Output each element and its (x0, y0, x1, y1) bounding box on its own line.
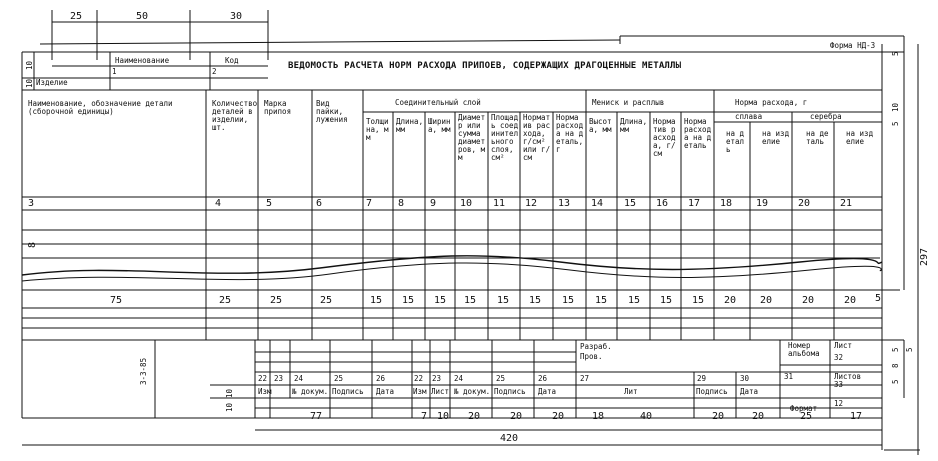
column-width: 20 (724, 295, 737, 306)
stamp-right-dim-1: 5 (891, 347, 900, 352)
row-height-dim: 8 (27, 241, 38, 248)
column-number: 11 (493, 198, 506, 209)
stamp-width: 25 (800, 411, 813, 422)
column-number: 13 (558, 198, 571, 209)
stamp-width: 7 (421, 411, 428, 422)
column-number: 6 (316, 198, 323, 209)
data2-label: Дата (538, 387, 557, 396)
column-width: 15 (628, 295, 641, 306)
stamp-26b: 26 (538, 374, 548, 383)
alloy-group: сплава (735, 112, 763, 121)
stamp-right-dim-2: 8 (891, 363, 900, 368)
stamp-24: 24 (294, 374, 304, 383)
stamp-width: 20 (712, 411, 725, 422)
cell-2: 2 (212, 67, 217, 76)
stamp-width: 10 (437, 411, 450, 422)
izm2-label: Изм (413, 387, 427, 396)
sheets-label: Листов (834, 372, 862, 381)
podp-label: Подпись (332, 387, 364, 396)
total-width-dim: 420 (500, 433, 519, 444)
stamp-25: 25 (334, 374, 344, 383)
izm-label: Изм (258, 387, 272, 396)
dim-left-10a: 10 (25, 60, 34, 70)
stamp-23b: 23 (432, 374, 442, 383)
column-number: 12 (525, 198, 538, 209)
column-number: 3 (28, 198, 35, 209)
col-13-header: Норма расхода на деталь, г (556, 113, 584, 154)
stamp-width: 77 (310, 411, 323, 422)
col-11-header: Площадь соединительного слоя, см² (491, 113, 519, 162)
list2-label: Лист (431, 387, 450, 396)
column-width: 15 (464, 295, 477, 306)
podp3-label: Подпись (696, 387, 728, 396)
stamp-26: 26 (376, 374, 386, 383)
sheet-label: Лист (834, 341, 853, 350)
col-4-header: Количество деталей в изделии, шт. (212, 99, 258, 132)
data-label: Дата (376, 387, 395, 396)
column-number: 4 (215, 198, 222, 209)
dim-50: 50 (136, 11, 149, 22)
column-width: 15 (595, 295, 608, 306)
format-cell: 12 (834, 399, 844, 408)
dim-right-5: 5 (891, 51, 900, 56)
stamp-22b: 22 (414, 374, 424, 383)
side-code: 3-3-85 (139, 357, 148, 385)
col-10-header: Диаметр или сумма диаметров, мм (458, 113, 486, 162)
name-label: Наименование (115, 56, 170, 65)
col-17-header: Норма расхода на деталь (684, 117, 712, 150)
column-width: 25 (320, 295, 333, 306)
item-label: Изделие (36, 78, 68, 87)
checker-label: Пров. (580, 352, 603, 361)
column-number: 21 (840, 198, 853, 209)
column-width: 20 (802, 295, 815, 306)
column-number: 18 (720, 198, 733, 209)
column-number: 14 (591, 198, 604, 209)
col-20-header: на деталь (806, 129, 829, 146)
dim-right-10: 10 (891, 102, 900, 112)
silver-group: серебра (810, 112, 842, 121)
column-width: 15 (497, 295, 510, 306)
column-number: 10 (460, 198, 473, 209)
doc-cell-31: 31 (784, 372, 794, 381)
data3-label: Дата (740, 387, 759, 396)
col-21-header: на изделие (846, 129, 874, 146)
column-width: 15 (402, 295, 415, 306)
column-number: 16 (656, 198, 669, 209)
stamp-27: 27 (580, 374, 590, 383)
sheets-no: 33 (834, 380, 844, 389)
stamp-width: 20 (752, 411, 765, 422)
form-label: Форма НД-3 (830, 41, 876, 50)
col-12-header: Норматив расхода, г/см² или г/см (523, 113, 551, 162)
column-width: 15 (660, 295, 673, 306)
stamp-23: 23 (274, 374, 284, 383)
stamp-24b: 24 (454, 374, 464, 383)
stamp-30: 30 (740, 374, 750, 383)
stamp-width: 20 (510, 411, 523, 422)
stamp-29: 29 (697, 374, 707, 383)
column-width: 25 (219, 295, 232, 306)
stamp-width: 18 (592, 411, 605, 422)
norm-group: Норма расхода, г (735, 98, 808, 107)
stamp-width: 40 (640, 411, 653, 422)
col-6-header: Вид пайки, лужения (316, 99, 348, 124)
column-number: 15 (624, 198, 637, 209)
column-number: 20 (798, 198, 811, 209)
format-label: Формат (790, 404, 818, 413)
column-number: 19 (756, 198, 769, 209)
column-number: 8 (398, 198, 405, 209)
column-width: 15 (692, 295, 705, 306)
stamp-left-dim-2: 10 (225, 402, 234, 412)
sheet-height-dim: 297 (919, 247, 930, 266)
cell-1: 1 (112, 67, 117, 76)
dim-30: 30 (230, 11, 243, 22)
column-width: 15 (370, 295, 383, 306)
stamp-width: 17 (850, 411, 863, 422)
col-16-header: Норматив расхода, г/см (653, 117, 676, 158)
col-8-header: Длина, мм (396, 117, 424, 134)
form-title: ВЕДОМОСТЬ РАСЧЕТА НОРМ РАСХОДА ПРИПОЕВ, СОДЕРЖАЩИХ ДРАГОЦЕННЫЕ МЕТАЛЛЫ (288, 61, 682, 71)
ndoc-label: № докум. (292, 387, 329, 396)
joint-layer-group: Соединительный слой (395, 98, 481, 107)
row-right-dim: 5 (875, 293, 882, 304)
col-9-header: Ширина, мм (428, 117, 451, 134)
developer-label: Разраб. (580, 342, 612, 351)
stamp-left-dim-1: 10 (225, 388, 234, 398)
column-number: 7 (366, 198, 373, 209)
column-width: 75 (110, 295, 123, 306)
column-number: 9 (430, 198, 437, 209)
col-18-header: на деталь (726, 129, 745, 154)
col-19-header: на изделие (762, 129, 790, 146)
stamp-right-dim-3: 5 (891, 379, 900, 384)
column-width: 20 (844, 295, 857, 306)
column-width: 15 (434, 295, 447, 306)
column-width: 20 (760, 295, 773, 306)
code-label: Код (225, 56, 239, 65)
fillet-group: Мениск и расплыв (592, 98, 665, 107)
column-width: 15 (529, 295, 542, 306)
stamp-width: 20 (552, 411, 565, 422)
stamp-25b: 25 (496, 374, 506, 383)
col-7-header: Толщина, мм (366, 117, 389, 142)
sheet-no: 32 (834, 353, 844, 362)
stamp-width: 20 (468, 411, 481, 422)
album-no-label: Номер альбома (788, 341, 820, 358)
col-3-header: Наименование, обозначение детали (сборочной единицы) (28, 99, 173, 116)
stamp-22: 22 (258, 374, 268, 383)
dim-25: 25 (70, 11, 83, 22)
ndoc2-label: № докум. (454, 387, 491, 396)
dim-left-10b: 10 (25, 78, 34, 88)
col-15-header: Длина, мм (620, 117, 648, 134)
podp2-label: Подпись (494, 387, 526, 396)
dim-right-5b: 5 (891, 121, 900, 126)
column-width: 15 (562, 295, 575, 306)
column-number: 17 (688, 198, 701, 209)
col-5-header: Марка припоя (264, 99, 292, 116)
column-number: 5 (266, 198, 273, 209)
lit-label: Лит (624, 387, 638, 396)
col-14-header: Высота, мм (589, 117, 612, 134)
column-width: 25 (270, 295, 283, 306)
stamp-right-dim-4: 5 (905, 347, 914, 352)
